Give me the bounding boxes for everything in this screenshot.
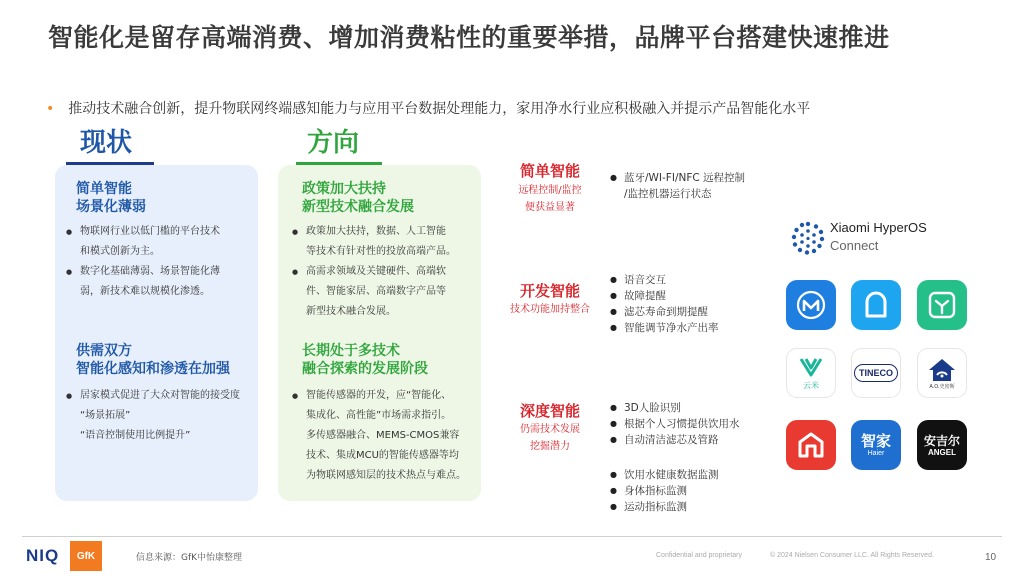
category-simple-list (610, 170, 780, 202)
hyperos-dots-icon (790, 220, 826, 256)
category-deep-title: 深度智能 (519, 402, 580, 420)
list-item: ● 饮用水健康数据监测 (610, 467, 780, 483)
current-section1-title-line2: 场景化薄弱 (76, 199, 146, 215)
confidential-note: Confidential and proprietary (656, 552, 742, 559)
mijia-outline-app-icon (851, 280, 901, 330)
direction-section1-list (292, 222, 477, 322)
gfk-logo: GfK (70, 541, 102, 571)
list-item: “场景拓展” (80, 410, 131, 421)
ao-smith-label: A.O.史密斯 (929, 383, 955, 390)
direction-heading: 方向 (307, 128, 360, 158)
list-item: ● 居家模式促进了大众对智能的接受度 (66, 386, 261, 406)
yunmi-app-icon (786, 348, 836, 398)
list-item: ● 滤芯寿命到期提醒 (610, 304, 780, 320)
list-item: 技术、集成MCU的智能传感器等均 (306, 450, 459, 461)
page-title: 智能化是留存高端消费、增加消费粘性的重要举措，品牌平台搭建快速推进 (48, 23, 890, 52)
current-section2-list (66, 386, 261, 446)
ao-smith-app-icon (917, 348, 967, 398)
list-item: ● 自动清洁滤芯及管路 (610, 432, 780, 448)
list-item: ● 智能传感器的开发，应“智能化、 (292, 386, 482, 406)
list-item: ● 数字化基础薄弱、场景智能化薄 (66, 262, 256, 282)
angel-app-icon (917, 420, 967, 470)
hyperos-name: Xiaomi HyperOS (830, 220, 927, 235)
smart-home-app-icon (786, 420, 836, 470)
list-item: 为物联网感知层的技术热点与难点。 (306, 470, 466, 481)
category-develop-list (610, 272, 780, 336)
bullet-dot-icon: • (46, 101, 55, 117)
angel-label-en: ANGEL (928, 447, 956, 457)
list-item: 弱，新技术难以规模化渗透。 (80, 286, 210, 297)
mijia-outline-glyph-icon (861, 290, 891, 320)
xiaomi-hyperos-logo (790, 220, 960, 256)
current-section2-title-line2: 智能化感知和渗透在加强 (76, 361, 230, 377)
list-item: ● 3D人脸识别 (610, 400, 780, 416)
current-section1-title-line1: 简单智能 (76, 181, 132, 197)
mijia-glyph-icon (926, 289, 958, 321)
list-item: ● 智能调节净水产出率 (610, 320, 780, 336)
haier-label-en: Haier (867, 450, 885, 457)
direction-section1-title-line1: 政策加大扶持 (302, 181, 386, 197)
category-develop-subtitle: 技术功能加持整合 (510, 304, 590, 315)
angel-label-cn: 安吉尔 (923, 433, 960, 448)
mi-connect-app-icon (786, 280, 836, 330)
smart-home-glyph-icon (796, 430, 826, 460)
list-item: ● 物联网行业以低门槛的平台技术 (66, 222, 256, 242)
category-deep-list2 (610, 467, 780, 515)
category-simple-subtitle-line1: 远程控制/监控 (518, 185, 582, 196)
list-item: 等技术有针对性的投放高端产品。 (306, 246, 456, 257)
list-item: ● 蓝牙/WI-FI/NFC 远程控制 (610, 170, 780, 186)
direction-section2-title-line1: 长期处于多技术 (302, 343, 400, 359)
list-item: ● 运动指标监测 (610, 499, 780, 515)
tineco-app-icon (851, 348, 901, 398)
copyright-note: © 2024 Nielsen Consumer LLC. All Rights Reserved. (770, 552, 934, 559)
list-item: ● 身体指标监测 (610, 483, 780, 499)
list-item: ● 根据个人习惯提供饮用水 (610, 416, 780, 432)
current-section1-title (76, 180, 146, 216)
hyperos-sub: Connect (830, 238, 879, 253)
current-section2-title (76, 342, 230, 378)
current-section1-list (66, 222, 256, 302)
category-develop-title: 开发智能 (519, 282, 580, 300)
list-item: 新型技术融合发展。 (306, 306, 396, 317)
yunmi-glyph-icon (798, 356, 824, 378)
list-item: ● 高需求领域及关键硬件、高端软 (292, 262, 477, 282)
ao-smith-house-icon (927, 357, 957, 383)
current-heading: 现状 (80, 128, 133, 158)
list-item: ● 政策加大扶持，数据、人工智能 (292, 222, 477, 242)
list-item: “语音控制使用比例提升” (80, 430, 191, 441)
list-item: 件、智能家居、高端数字产品等 (306, 286, 446, 297)
mi-connect-glyph-icon (794, 288, 828, 322)
current-section2-title-line1: 供需双方 (76, 343, 132, 359)
list-item: 多传感器融合、MEMS-CMOS兼容 (306, 430, 460, 441)
list-item: 集成化、高性能”市场需求指引。 (306, 410, 452, 421)
list-item: ● 语音交互 (610, 272, 780, 288)
category-simple-title: 简单智能 (519, 162, 580, 180)
direction-section2-title-line2: 融合探索的发展阶段 (302, 361, 428, 377)
list-item: 和模式创新为主。 (80, 246, 160, 257)
source-note: 信息来源：GfK中怡康整理 (136, 553, 243, 563)
haier-label-cn: 智家 (860, 432, 891, 450)
list-item: /监控机器运行状态 (624, 188, 712, 200)
direction-section2-list (292, 386, 482, 486)
category-deep-subtitle (498, 421, 602, 455)
direction-section1-title (302, 180, 414, 216)
category-deep-subtitle-line1: 仍需技术发展 (520, 424, 580, 435)
mijia-app-icon (917, 280, 967, 330)
footer-divider (22, 536, 1002, 537)
main-bullet-text: 推动技术融合创新，提升物联网终端感知能力与应用平台数据处理能力，家用净水行业应积极融入并提示产品智能化水平 (68, 101, 811, 117)
direction-section1-title-line2: 新型技术融合发展 (302, 199, 414, 215)
haier-smart-home-app-icon (851, 420, 901, 470)
category-simple-subtitle (498, 182, 602, 216)
category-simple-subtitle-line2: 便获益显著 (525, 202, 575, 213)
tineco-label: TINECO (854, 364, 898, 382)
yunmi-label: 云米 (803, 380, 819, 390)
main-bullet (46, 98, 810, 118)
category-deep-list (610, 400, 780, 448)
niq-logo: NIQ (26, 546, 60, 565)
list-item: ● 故障提醒 (610, 288, 780, 304)
direction-section2-title (302, 342, 428, 378)
page-number: 10 (985, 552, 997, 563)
category-deep-subtitle-line2: 挖掘潜力 (530, 441, 570, 452)
